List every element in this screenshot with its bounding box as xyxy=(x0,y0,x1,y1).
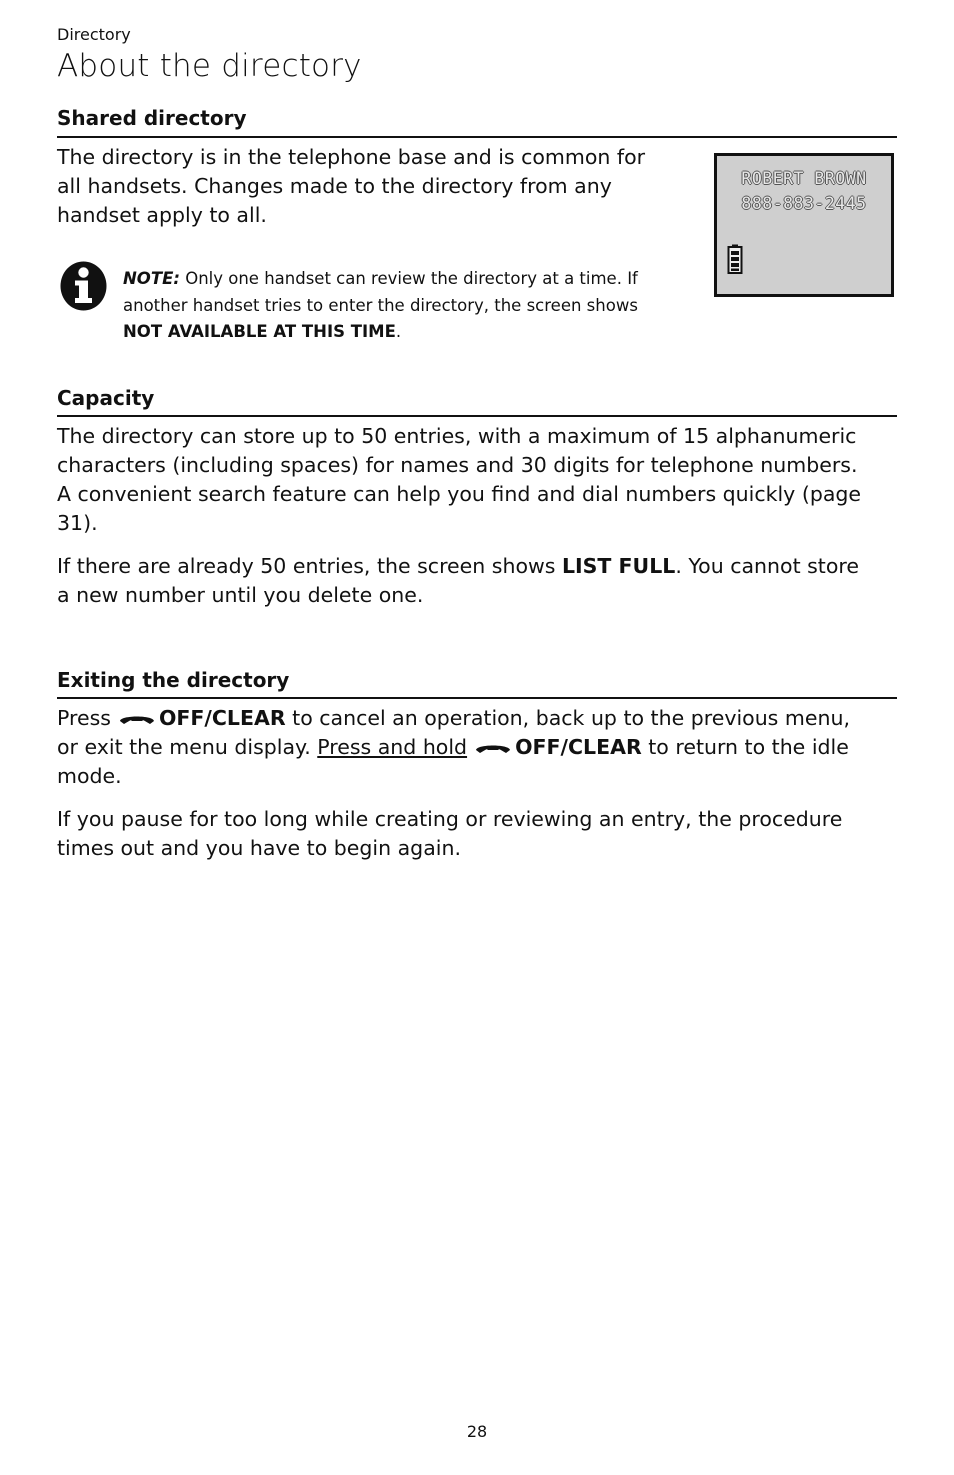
text-line: handset apply to all. xyxy=(57,203,267,227)
info-icon xyxy=(59,260,108,312)
section-label: Directory xyxy=(57,25,131,44)
text-part: to return to the idle xyxy=(641,735,849,759)
text-line: A convenient search feature can help you find and dial numbers quickly (page xyxy=(57,482,862,506)
list-full-paragraph xyxy=(57,552,897,610)
text-line: a new number until you delete one. xyxy=(57,583,424,607)
text-line: If you pause for too long while creating or reviewing an entry, the procedure xyxy=(57,807,843,831)
shared-directory-paragraph xyxy=(57,143,697,230)
text-line: 31). xyxy=(57,511,98,535)
battery-icon xyxy=(727,244,743,274)
text-part: or exit the menu display. xyxy=(57,735,318,759)
screen-message-not-available: NOT AVAILABLE AT THIS TIME xyxy=(123,322,396,341)
text-line: all handsets. Changes made to the directory from any xyxy=(57,174,612,198)
heading-shared-directory: Shared directory xyxy=(57,106,247,130)
note-text-part: another handset tries to enter the directory, the screen shows xyxy=(123,295,638,315)
page-number: 28 xyxy=(466,1422,488,1441)
page-title: About the directory xyxy=(57,48,362,84)
text-part: to cancel an operation, back up to the previous menu, xyxy=(285,706,850,730)
heading-exiting-directory: Exiting the directory xyxy=(57,668,290,692)
press-and-hold-emphasis: Press and hold xyxy=(317,735,468,759)
text-part: . You cannot store xyxy=(675,554,859,578)
note-text-part: Only one handset can review the directory at a time. If xyxy=(179,269,638,288)
lcd-line-name: ROBERT BROWN xyxy=(741,169,867,188)
note-text-part: . xyxy=(395,322,402,341)
phone-hangup-icon xyxy=(117,712,157,726)
phone-hangup-icon xyxy=(473,741,513,755)
text-line: characters (including spaces) for names and 30 digits for telephone numbers. xyxy=(57,453,858,477)
exiting-paragraph xyxy=(57,704,897,791)
off-clear-key-label: OFF/CLEAR xyxy=(158,706,286,730)
divider xyxy=(57,136,897,138)
screen-message-list-full: LIST FULL xyxy=(561,554,676,578)
timeout-paragraph xyxy=(57,805,897,863)
lcd-line-number: 888-883-2445 xyxy=(741,194,867,213)
divider xyxy=(57,415,897,417)
text-part: Press xyxy=(57,706,111,730)
capacity-paragraph xyxy=(57,422,897,538)
divider xyxy=(57,697,897,699)
text-line: The directory can store up to 50 entries, with a maximum of 15 alphanumeric xyxy=(57,424,857,448)
heading-capacity: Capacity xyxy=(57,386,155,410)
note-label: NOTE: xyxy=(123,269,180,288)
off-clear-key-label: OFF/CLEAR xyxy=(515,735,642,759)
text-line: times out and you have to begin again. xyxy=(57,836,461,860)
text-line: mode. xyxy=(57,764,122,788)
text-line: The directory is in the telephone base and is common for xyxy=(57,145,646,169)
text-part: If there are already 50 entries, the screen shows xyxy=(57,554,562,578)
lcd-screen xyxy=(714,153,894,297)
note-text xyxy=(123,266,703,346)
